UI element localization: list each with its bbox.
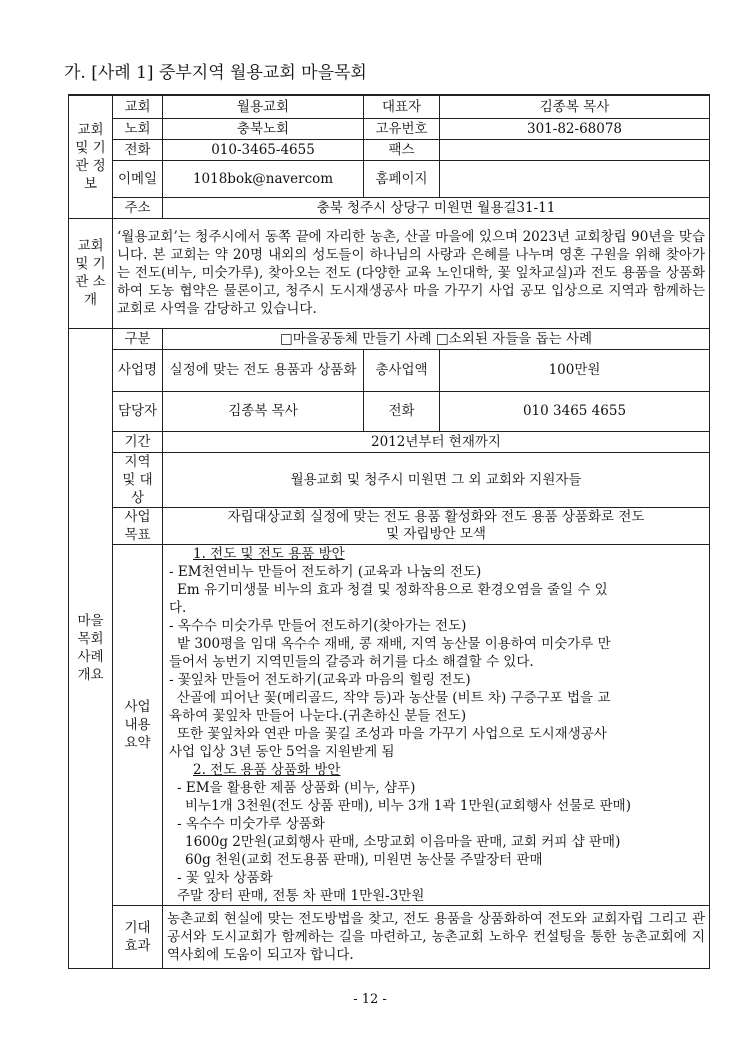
content-line: 다.: [169, 599, 187, 616]
label-presbytery: 노회: [113, 118, 163, 139]
content-line: Em 유기미생물 비누의 효과 청결 및 정화작용으로 환경오염을 줄일 수 있: [177, 581, 608, 598]
content-line: 밭 300평을 임대 옥수수 재배, 콩 재배, 지역 농산물 이용하여 미숫가루 만: [177, 635, 611, 652]
label-project-name: 사업명: [113, 349, 163, 391]
category-value: □마을공동체 만들기 사례 □소외된 자들을 돕는 사례: [163, 328, 710, 349]
label-phone: 전화: [113, 139, 163, 160]
label-total-budget: 총사업액: [364, 349, 440, 391]
id-number-value: 301-82-68078: [440, 118, 710, 139]
phone-value: 010-3465-4655: [163, 139, 364, 160]
label-manager: 담당자: [113, 391, 163, 431]
content-line: - 옥수수 미숫가루 만들어 전도하기(찾아가는 전도): [169, 617, 467, 634]
content-line: 주말 장터 판매, 전통 차 판매 1만원-3만원: [177, 887, 425, 904]
case-table: [68, 94, 710, 969]
fax-value: [440, 139, 710, 160]
effect-value: 농촌교회 현실에 맞는 전도방법을 찾고, 전도 용품을 상품화하여 전도와 교회자립 그리고 관공서와 도시교회가 함께하는 길을 마련하고, 농촌교회 노하우 컨설팅을 통한 농촌교회에 지역사회에 도움이 되고자 합니다.: [163, 905, 710, 968]
label-church: 교회: [113, 95, 163, 118]
goal-value: 자립대상교회 실정에 맞는 전도 용품 활성화와 전도 용품 상품화로 전도 및 자립방안 모색: [163, 507, 710, 544]
content-line: 사업 입상 3년 동안 5억을 지원받게 됨: [169, 743, 395, 760]
label-content: 사업 내용 요약: [113, 544, 163, 905]
section-case: 마을 목회 사례 개요: [69, 328, 113, 968]
content-line: 1600g 2만원(교회행사 판매, 소망교회 이음마을 판매, 교회 커피 샵 판매): [185, 833, 621, 850]
address-value: 충북 청주시 상당구 미원면 월용길31-11: [163, 197, 710, 218]
label-manager-phone: 전화: [364, 391, 440, 431]
label-homepage: 홈페이지: [364, 160, 440, 197]
page-title: 가. [사례 1] 중부지역 월용교회 마을목회: [64, 63, 367, 83]
manager-phone-value: 010 3465 4655: [440, 391, 710, 431]
content-line: 2. 전도 용품 상품화 방안: [193, 761, 341, 778]
content-line: - EM천연비누 만들어 전도하기 (교육과 나눔의 전도): [169, 563, 482, 580]
manager-value: 김종복 목사: [163, 391, 364, 431]
label-goal: 사업 목표: [113, 507, 163, 544]
homepage-value: [440, 160, 710, 197]
content-line: 비누1개 3천원(전도 상품 판매), 비누 3개 1곽 1만원(교회행사 선물로 판매): [185, 797, 631, 814]
content-summary: [163, 544, 710, 905]
label-fax: 팩스: [364, 139, 440, 160]
label-category: 구분: [113, 328, 163, 349]
label-period: 기간: [113, 431, 163, 452]
label-region: 지역 및 대상: [113, 452, 163, 507]
content-line: - 옥수수 미숫가루 상품화: [177, 815, 325, 832]
total-budget-value: 100만원: [440, 349, 710, 391]
content-line: 육하여 꽃잎차 만들어 나눈다.(귀촌하신 분들 전도): [169, 707, 467, 724]
intro-text: ‘월용교회’는 청주시에서 동쪽 끝에 자리한 농촌, 산골 마을에 있으며 2023년 교회창립 90년을 맞습니다. 본 교회는 약 20명 내외의 성도들이 하나님의 사랑과 은혜를 나누며 영혼 구원을 위해 찾아가는 전도(비누, 미숫가루), 찾아오는 전도 (다양한 교육 노인대학, 꽃 잎차교실)과 전도 용품을 상품화하여 도농 협약은 물론이고, 청주시 도시재생공사 마을 가꾸기 사업 공모 입상으로 지역과 함께하는 교회로 사역을 감당하고 있습니다.: [113, 218, 710, 328]
region-value: 월용교회 및 청주시 미원면 그 외 교회와 지원자들: [163, 452, 710, 507]
content-line: 60g 천원(교회 전도용품 판매), 미원면 농산물 주말장터 판매: [185, 851, 543, 868]
content-line: 또한 꽃잎차와 연관 마을 꽃길 조성과 마을 가꾸기 사업으로 도시재생공사: [177, 725, 607, 742]
label-address: 주소: [113, 197, 163, 218]
content-line: 1. 전도 및 전도 용품 방안: [193, 545, 345, 562]
representative-value: 김종복 목사: [440, 95, 710, 118]
label-id-number: 고유번호: [364, 118, 440, 139]
project-name-value: 실정에 맞는 전도 용품과 상품화: [163, 349, 364, 391]
section-info: 교회 및 기관 정보: [69, 95, 113, 218]
label-email: 이메일: [113, 160, 163, 197]
church-name: 월용교회: [163, 95, 364, 118]
section-intro: 교회 및 기관 소개: [69, 218, 113, 328]
page-number: - 12 -: [353, 992, 387, 1007]
label-representative: 대표자: [364, 95, 440, 118]
content-line: - 꽃잎차 만들어 전도하기(교육과 마음의 힐링 전도): [169, 671, 471, 688]
content-line: - EM을 활용한 제품 상품화 (비누, 샴푸): [177, 779, 416, 796]
label-effect: 기대 효과: [113, 905, 163, 968]
content-line: 산골에 피어난 꽃(메리골드, 작약 등)과 농산물 (비트 차) 구증구포 법을 교: [177, 689, 611, 706]
content-line: 들어서 농번기 지역민들의 갈증과 허기를 다소 해결할 수 있다.: [169, 653, 534, 670]
presbytery-value: 충북노회: [163, 118, 364, 139]
period-value: 2012년부터 현재까지: [163, 431, 710, 452]
email-value: 1018bok@navercom: [163, 160, 364, 197]
content-line: - 꽃 잎차 상품화: [177, 869, 273, 886]
